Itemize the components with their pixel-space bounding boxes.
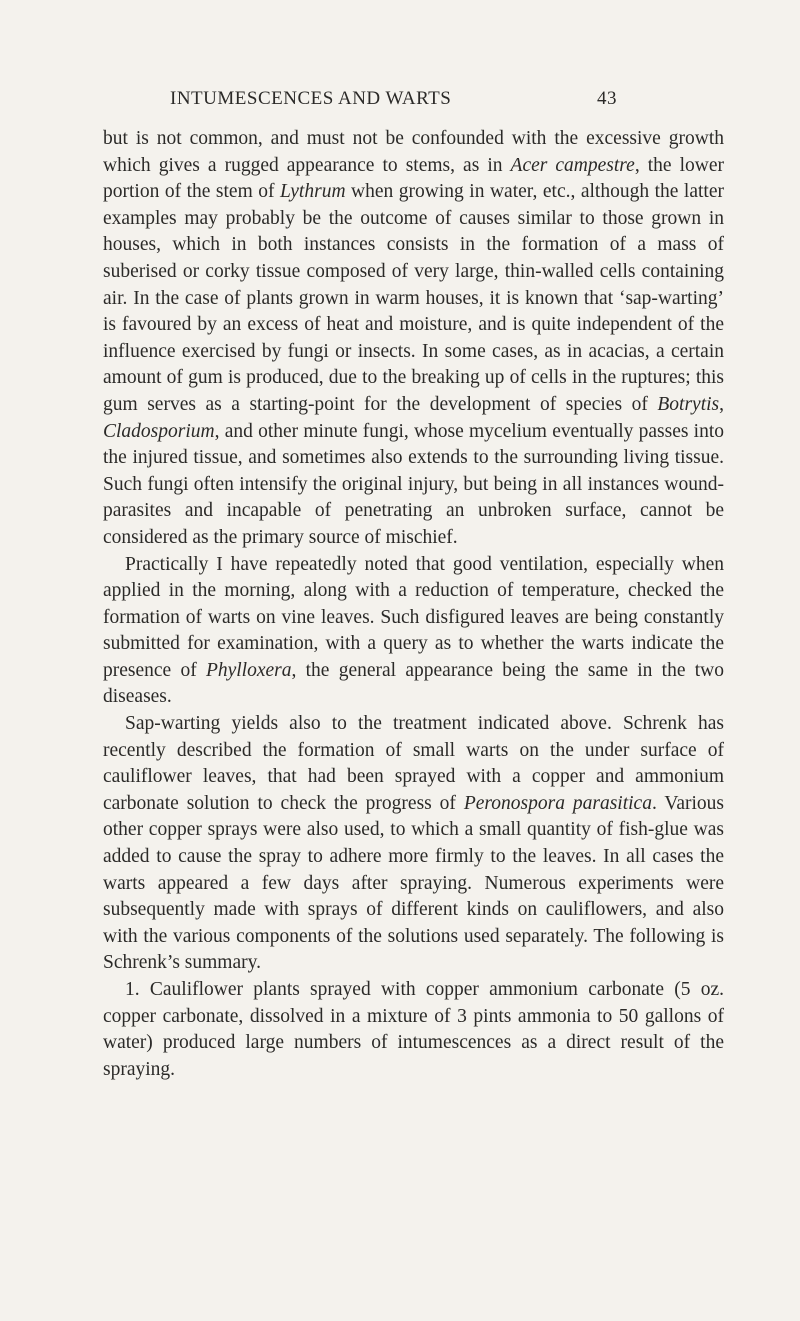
running-head: INTUMESCENCES AND WARTS (170, 88, 452, 109)
paragraph-4 (103, 977, 724, 1083)
italic-taxon-peronospora-parasitica: Peronospora parasitica (463, 792, 652, 814)
italic-taxon-acer-campestre: Acer campestre (510, 154, 635, 176)
text-run: 1. Cauliflower plants sprayed with copper ammonium carbonate (5 oz. copper carbonate, dissolved in a mixture of 3 pints ammonia to 50 gallons of water) produced large numbers of intumescences as a direct result of the spraying. (103, 979, 724, 1080)
italic-taxon-cladosporium: Cladosporium (103, 420, 215, 442)
text-run: but is not common, and must not be confounded with the excessive growth which gives a rugged appearance to stems, as in (103, 128, 724, 176)
paragraph-2 (103, 552, 724, 712)
italic-taxon-phylloxera: Phylloxera (205, 659, 292, 681)
paragraph-1 (103, 126, 724, 552)
page-header (0, 88, 800, 114)
italic-taxon-botrytis: Botrytis (657, 393, 720, 415)
text-run: Practically I have repeatedly noted that good ventilation, especially when applied in the morning, along with a reduction of temperature, checked the formation of warts on vine leaves. Such disfigured leaves are being constantly submitted for examination, with a query as to whether the warts indicate the presence of (103, 553, 724, 681)
italic-taxon-lythrum: Lythrum (280, 181, 346, 203)
text-run: , the lower portion of the stem of (103, 154, 724, 203)
paragraph-3 (103, 711, 724, 977)
body-text (103, 126, 724, 1083)
text-run: . Various other copper sprays were also used, to which a small quantity of fish-glue was added to cause the spray to adhere more firmly to the leaves. In all cases the warts appeared a few days after spraying. Numerous experiments were subsequently made with sprays of different kinds on cauliflowers, and also with the various components of the solutions used separately. The following is Schrenk’s summary. (103, 792, 724, 974)
text-run: when growing in water, etc., although the latter examples may probably be the outcome of causes similar to those grown in houses, which in both instances consists in the formation of a mass of suberised or corky tissue composed of very large, thin-walled cells containing air. In the case of plants grown in warm houses, it is known that ‘sap-warting’ is favoured by an excess of heat and moisture, and is quite independent of the influence exercised by fungi or insects. In some cases, as in acacias, a certain amount of gum is produced, due to the breaking up of cells in the ruptures; this gum serves as a starting-point for the development of species of (103, 181, 724, 415)
text-run: , the general appearance being the same in the two diseases. (103, 659, 724, 708)
text-run: , and other minute fungi, whose mycelium eventually passes into the injured tissue, and sometimes also extends to the surrounding living tissue. Such fungi often intensify the original injury, but being in all instances wound-parasites and incapable of penetrating an unbroken surface, cannot be considered as the primary source of mischief. (103, 420, 724, 548)
page-number: 43 (597, 88, 617, 109)
text-run: , (719, 393, 724, 415)
text-run: Sap-warting yields also to the treatment indicated above. Schrenk has recently described the formation of small warts on the under surface of cauliflower leaves, that had been sprayed with a copper and ammonium carbonate solution to check the progress of (103, 713, 724, 814)
